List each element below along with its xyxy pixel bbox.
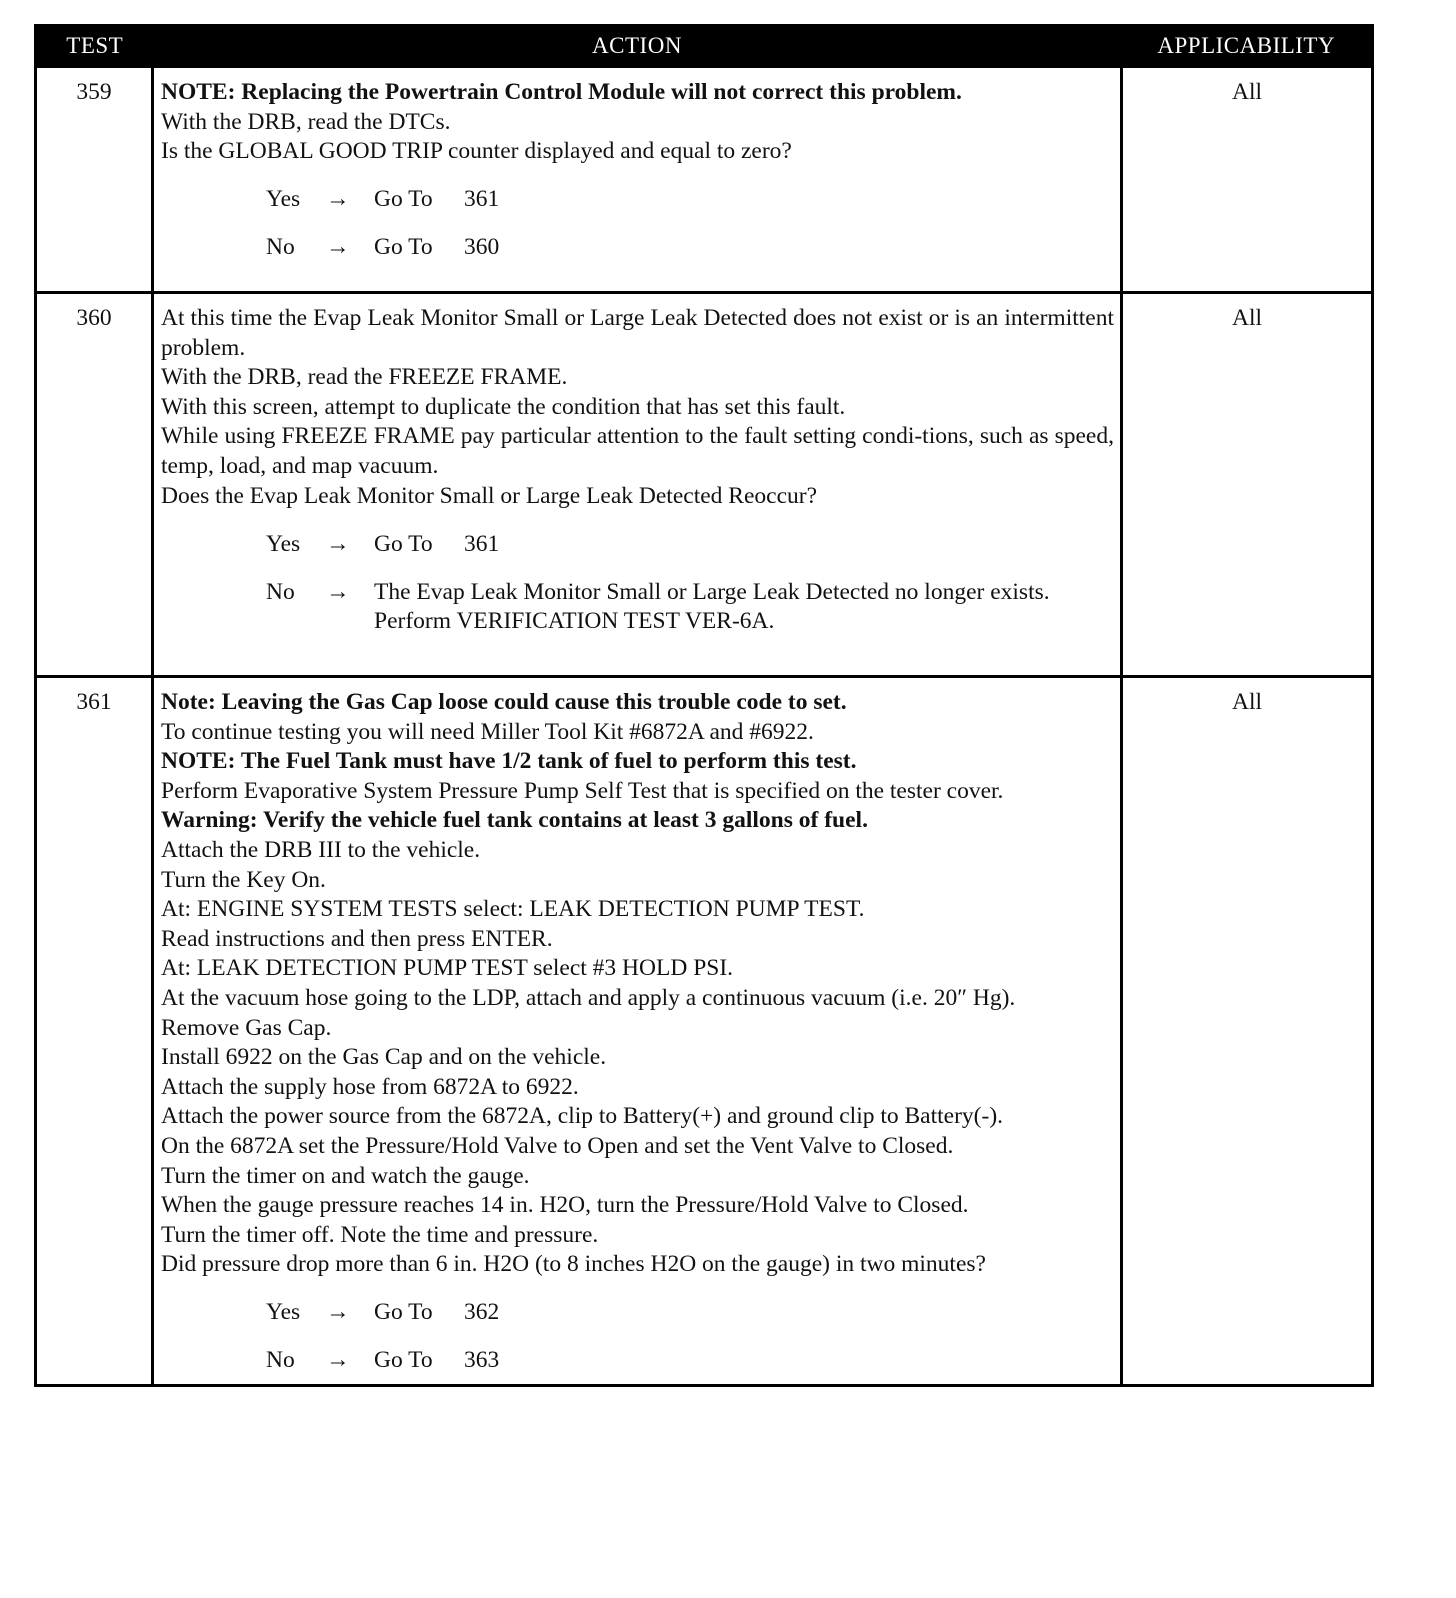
action-line: With this screen, attempt to duplicate the condition that has set this fault. (161, 393, 846, 420)
action-line: Attach the supply hose from 6872A to 6922. (161, 1073, 579, 1100)
goto-target: 361 (464, 186, 500, 213)
action-line: Remove Gas Cap. (161, 1014, 332, 1041)
goto-label: Go To (374, 234, 433, 261)
action-line: Turn the Key On. (161, 866, 326, 893)
header-action: ACTION (153, 26, 1122, 67)
action-line: Attach the power source from the 6872A, clip to Battery(+) and ground clip to Battery(-). (161, 1103, 1004, 1130)
goto-label: Go To (374, 1347, 433, 1374)
branch-yes (266, 185, 1114, 215)
question-text: Did pressure drop more than 6 in. H2O (to 8 inches H2O on the gauge) in two minutes? (161, 1251, 986, 1278)
test-number: 359 (36, 67, 153, 293)
action-line: At: LEAK DETECTION PUMP TEST select #3 HOLD PSI. (161, 955, 734, 982)
answer-label: No (266, 234, 295, 261)
goto-label: Go To (374, 530, 433, 557)
action-line: With the DRB, read the DTCs. (161, 108, 451, 135)
action-line: Install 6922 on the Gas Cap and on the vehicle. (161, 1044, 607, 1071)
branch-no (266, 233, 1114, 263)
goto-label: Go To (374, 1299, 433, 1326)
applicability-value: All (1122, 677, 1373, 1386)
action-line: When the gauge pressure reaches 14 in. H2O, turn the Pressure/Hold Valve to Closed. (161, 1192, 969, 1219)
result-line: The Evap Leak Monitor Small or Large Leak Detected no longer exists. (374, 578, 1050, 605)
action-line: Turn the timer on and watch the gauge. (161, 1162, 530, 1189)
note-text: NOTE: The Fuel Tank must have 1/2 tank of fuel to perform this test. (161, 748, 857, 775)
arrow-icon: → (326, 234, 350, 261)
arrow-icon: → (326, 578, 350, 605)
goto-target: 361 (464, 530, 500, 557)
goto-target: 360 (464, 234, 500, 261)
answer-label: Yes (266, 530, 301, 557)
action-line: At this time the Evap Leak Monitor Small or Large Leak Detected does not exist or is an intermittent problem. (161, 305, 1114, 361)
arrow-icon: → (326, 530, 350, 557)
answer-label: Yes (266, 186, 301, 213)
goto-label: Go To (374, 186, 433, 213)
action-line: Attach the DRB III to the vehicle. (161, 836, 481, 863)
branch-yes (266, 1298, 1114, 1328)
action-line: To continue testing you will need Miller Tool Kit #6872A and #6922. (161, 718, 814, 745)
header-test: TEST (36, 26, 153, 67)
action-cell (153, 67, 1122, 293)
test-number: 361 (36, 677, 153, 1386)
result-line: Perform VERIFICATION TEST VER-6A. (374, 608, 775, 635)
action-cell (153, 293, 1122, 677)
branch-yes (266, 530, 1114, 560)
action-line: At: ENGINE SYSTEM TESTS select: LEAK DETECTION PUMP TEST. (161, 896, 865, 923)
applicability-value: All (1122, 293, 1373, 677)
test-number: 360 (36, 293, 153, 677)
table-row-359 (36, 67, 1373, 293)
action-line: With the DRB, read the FREEZE FRAME. (161, 364, 568, 391)
applicability-value: All (1122, 67, 1373, 293)
note-text: Note: Leaving the Gas Cap loose could cause this trouble code to set. (161, 689, 847, 715)
arrow-icon: → (326, 1347, 350, 1374)
question-text: Does the Evap Leak Monitor Small or Large Leak Detected Reoccur? (161, 482, 818, 509)
action-line: While using FREEZE FRAME pay particular attention to the fault setting condi-tions, such as speed, temp, load, and map vacuum. (161, 423, 1114, 479)
action-line: Read instructions and then press ENTER. (161, 925, 553, 952)
goto-target: 363 (464, 1347, 500, 1374)
branch-no (266, 1346, 1114, 1376)
goto-target: 362 (464, 1299, 500, 1326)
action-line: Perform Evaporative System Pressure Pump Self Test that is specified on the tester cover. (161, 777, 1004, 804)
arrow-icon: → (326, 1299, 350, 1326)
answer-label: No (266, 578, 295, 605)
note-text: NOTE: Replacing the Powertrain Control Module will not correct this problem. (161, 79, 962, 105)
question-text: Is the GLOBAL GOOD TRIP counter displayed and equal to zero? (161, 138, 792, 165)
arrow-icon: → (326, 186, 350, 213)
table-row-360 (36, 293, 1373, 677)
header-applicability: APPLICABILITY (1122, 26, 1373, 67)
action-line: At the vacuum hose going to the LDP, attach and apply a continuous vacuum (i.e. 20″ Hg). (161, 984, 1016, 1011)
action-cell (153, 677, 1122, 1386)
branch-no (266, 578, 1114, 637)
warning-text: Warning: Verify the vehicle fuel tank contains at least 3 gallons of fuel. (161, 807, 868, 834)
table-row-361 (36, 677, 1373, 1386)
diagnostic-table (34, 24, 1374, 1387)
result-text (374, 578, 1114, 637)
action-line: Turn the timer off. Note the time and pressure. (161, 1221, 599, 1248)
answer-label: No (266, 1347, 295, 1374)
answer-label: Yes (266, 1299, 301, 1326)
action-line: On the 6872A set the Pressure/Hold Valve to Open and set the Vent Valve to Closed. (161, 1132, 954, 1159)
table-header-row (36, 26, 1373, 67)
